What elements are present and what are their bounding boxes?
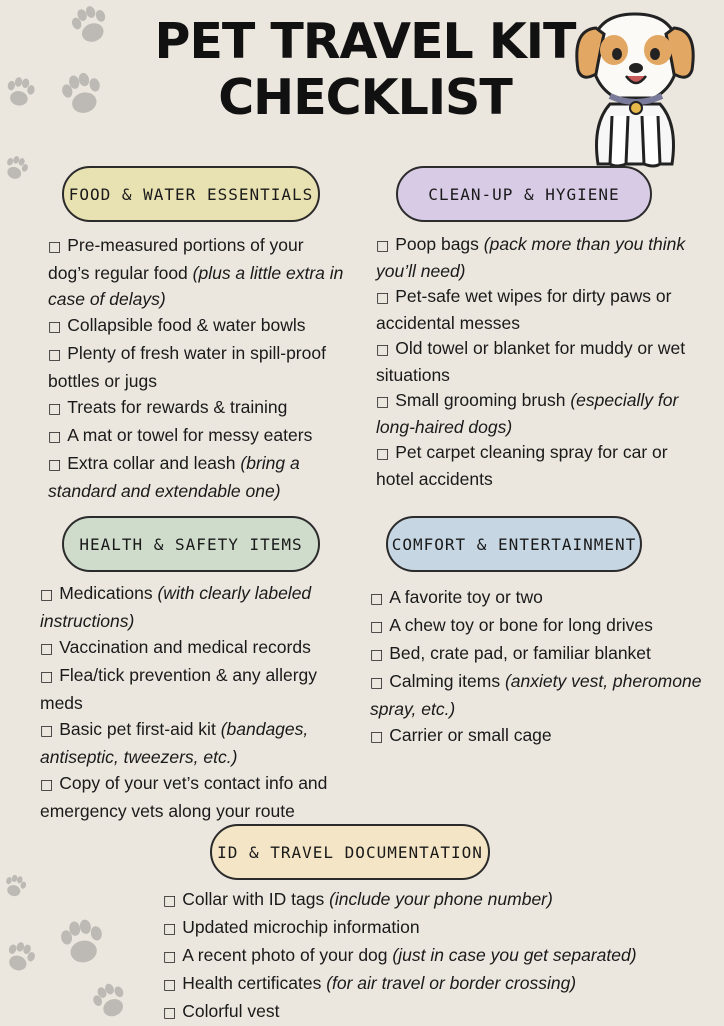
page-title: PET TRAVEL KIT CHECKLIST	[154, 13, 576, 126]
section-heading-health-safety	[62, 516, 320, 572]
checklist-item: □ Health certificates (for air travel or border crossing)	[163, 970, 663, 998]
section-heading-cleanup-hygiene	[396, 166, 652, 222]
checklist-item: □ Poop bags (pack more than you think you’ll need)	[376, 232, 706, 284]
checklist-item: □ Old towel or blanket for muddy or wet situations	[376, 336, 706, 388]
section-heading-label: FOOD & WATER ESSENTIALS	[68, 184, 314, 204]
paw-print-icon	[80, 978, 140, 1024]
checklist-item: □ Treats for rewards & training	[48, 394, 348, 422]
checklist-item: □ Pet-safe wet wipes for dirty paws or accidental messes	[376, 284, 706, 336]
puppy-mascot-icon	[570, 4, 700, 172]
checklist-item: □ Collar with ID tags (include your phone number)	[163, 886, 663, 914]
checklist-item: □ A chew toy or bone for long drives	[370, 612, 715, 640]
checklist-item: □ Calming items (anxiety vest, pheromone spray, etc.)	[370, 668, 715, 722]
checklist-cleanup-hygiene	[376, 232, 706, 492]
checklist-comfort-entertainment	[370, 584, 715, 750]
checklist-item: □ Pet carpet cleaning spray for car or hotel accidents	[376, 440, 706, 492]
checklist-item: □ Extra collar and leash (bring a standard and extendable one)	[48, 450, 348, 504]
checklist-health-safety	[40, 580, 350, 824]
checklist-item: □ Carrier or small cage	[370, 722, 715, 750]
checklist-item: □ Basic pet first-aid kit (bandages, antiseptic, tweezers, etc.)	[40, 716, 350, 770]
checklist-item: □ Collapsible food & water bowls	[48, 312, 348, 340]
paw-print-icon	[0, 140, 32, 196]
checklist-item: □ Updated microchip information	[163, 914, 663, 942]
checklist-item: □ Bed, crate pad, or familiar blanket	[370, 640, 715, 668]
checklist-item: □ Vaccination and medical records	[40, 634, 350, 662]
section-heading-label: ID & TRAVEL DOCUMENTATION	[217, 842, 483, 862]
checklist-item: □ Small grooming brush (especially for long-haired dogs)	[376, 388, 706, 440]
paw-print-icon	[52, 66, 112, 122]
section-heading-label: COMFORT & ENTERTAINMENT	[391, 534, 637, 554]
section-heading-comfort-entertainment	[386, 516, 642, 572]
checklist-item: □ Flea/tick prevention & any allergy meds	[40, 662, 350, 716]
section-heading-label: HEALTH & SAFETY ITEMS	[79, 534, 303, 554]
section-heading-label: CLEAN-UP & HYGIENE	[428, 184, 620, 204]
checklist-item: □ Pre-measured portions of your dog’s regular food (plus a little extra in case of delays)	[48, 232, 348, 312]
checklist-item: □ Medications (with clearly labeled instructions)	[40, 580, 350, 634]
paw-print-icon	[0, 928, 40, 986]
checklist-item: □ A mat or towel for messy eaters	[48, 422, 348, 450]
checklist-item: □ Colorful vest	[163, 998, 663, 1026]
checklist-id-documentation	[163, 886, 663, 1026]
checklist-item: □ A recent photo of your dog (just in case you get separated)	[163, 942, 663, 970]
paw-print-icon	[52, 912, 112, 972]
checklist-item: □ A favorite toy or two	[370, 584, 715, 612]
section-heading-id-documentation	[210, 824, 490, 880]
paw-print-icon	[0, 858, 30, 914]
paw-print-icon	[0, 62, 40, 122]
checklist-item: □ Copy of your vet’s contact info and emergency vets along your route	[40, 770, 350, 824]
checklist-item: □ Plenty of fresh water in spill-proof bottles or jugs	[48, 340, 348, 394]
paw-print-icon	[60, 0, 120, 50]
section-heading-food-water	[62, 166, 320, 222]
checklist-food-water	[48, 232, 348, 504]
